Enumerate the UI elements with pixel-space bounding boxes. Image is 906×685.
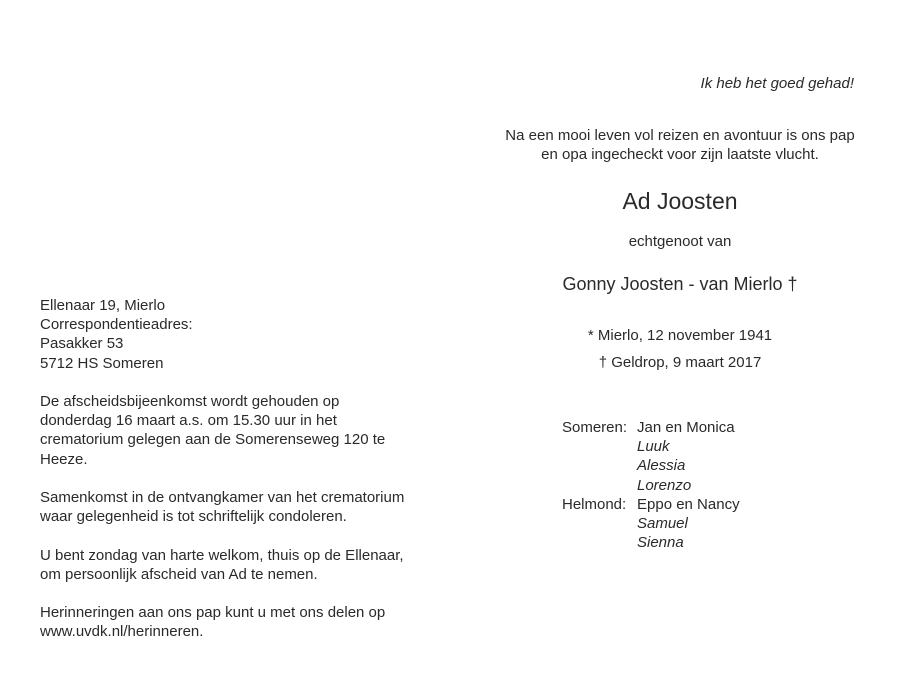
family-group xyxy=(562,418,740,495)
address-line: 5712 HS Someren xyxy=(40,354,164,372)
text-line: Heeze. xyxy=(40,450,88,468)
family-names xyxy=(637,495,740,553)
memories-paragraph xyxy=(40,603,440,641)
spouse-label: echtgenoot van xyxy=(628,233,732,250)
death-date: † Geldrop, 9 maart 2017 xyxy=(598,354,762,371)
text-line: om persoonlijk afscheid van Ad te nemen. xyxy=(40,565,318,583)
gathering-paragraph xyxy=(40,488,440,526)
text-line: Herinneringen aan ons pap kunt u met ons delen op xyxy=(40,604,386,622)
welcome-paragraph xyxy=(40,546,440,584)
text-line: De afscheidsbijeenkomst wordt gehouden op xyxy=(40,393,340,410)
birth-date: * Mierlo, 12 november 1941 xyxy=(587,327,773,344)
address-line: Ellenaar 19, Mierlo xyxy=(40,297,166,314)
text-line: waar gelegenheid is tot schriftelijk condoleren. xyxy=(40,508,347,526)
family-parents: Jan en Monica xyxy=(637,419,735,436)
address-line: Pasakker 53 xyxy=(40,335,124,353)
text-line: donderdag 16 maart a.s. om 15.30 uur in het xyxy=(40,412,337,430)
family-child: Lorenzo xyxy=(637,476,692,494)
text-line: Samenkomst in de ontvangkamer van het crematorium xyxy=(40,489,405,506)
family-place: Helmond: xyxy=(562,495,627,513)
family-group xyxy=(562,495,740,553)
intro-text xyxy=(480,126,880,164)
family-child: Samuel xyxy=(637,515,688,533)
motto: Ik heb het goed gehad! xyxy=(700,75,854,92)
deceased-name: Ad Joosten xyxy=(622,188,738,214)
intro-line: Na een mooi leven vol reizen en avontuur is ons pap xyxy=(505,127,855,144)
farewell-paragraph xyxy=(40,392,440,469)
text-line: www.uvdk.nl/herinneren. xyxy=(40,623,204,641)
practical-info xyxy=(40,296,440,661)
family-child: Sienna xyxy=(637,534,684,552)
text-line: U bent zondag van harte welkom, thuis op de Ellenaar, xyxy=(40,546,404,564)
life-dates xyxy=(480,322,880,376)
text-line: crematorium gelegen aan de Somerenseweg 120 te xyxy=(40,431,386,449)
spouse-name: Gonny Joosten - van Mierlo † xyxy=(562,274,798,294)
address-line: Correspondentieadres: xyxy=(40,316,193,334)
address-block xyxy=(40,296,440,373)
family-list xyxy=(562,418,740,552)
intro-line: en opa ingecheckt voor zijn laatste vlucht. xyxy=(541,146,819,163)
family-parents: Eppo en Nancy xyxy=(637,495,740,513)
family-place: Someren: xyxy=(562,419,628,436)
family-child: Luuk xyxy=(637,438,670,456)
family-child: Alessia xyxy=(637,457,686,475)
family-names xyxy=(637,418,735,495)
